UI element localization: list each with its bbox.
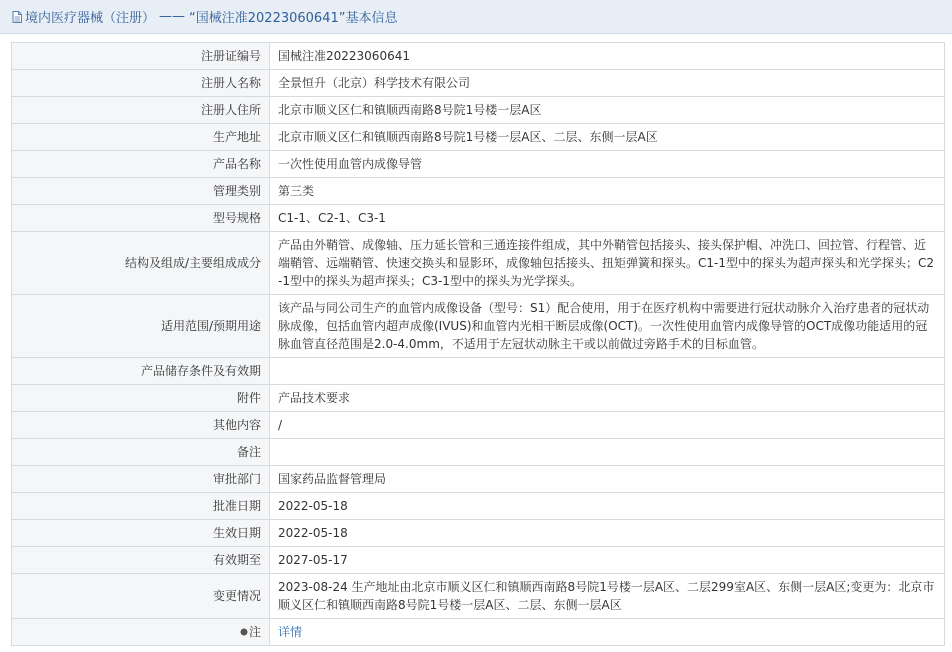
row-expiry-date [12, 547, 945, 574]
row-change-history [12, 574, 945, 619]
row-remarks [12, 439, 945, 466]
field-label: 型号规格 [12, 205, 270, 232]
field-label: 适用范围/预期用途 [12, 295, 270, 358]
field-value: 2022-05-18 [270, 493, 945, 520]
row-attachment [12, 385, 945, 412]
field-label: 产品储存条件及有效期 [12, 358, 270, 385]
field-label: 产品名称 [12, 151, 270, 178]
row-management-category [12, 178, 945, 205]
field-value: C1-1、C2-1、C3-1 [270, 205, 945, 232]
field-value: 国械注准20223060641 [270, 43, 945, 70]
field-value: 北京市顺义区仁和镇顺西南路8号院1号楼一层A区 [270, 97, 945, 124]
field-value [270, 358, 945, 385]
registration-title: “国械注准20223060641” [189, 11, 346, 26]
field-label: 审批部门 [12, 466, 270, 493]
registration-info-table [11, 42, 945, 646]
field-value [270, 439, 945, 466]
field-label: 有效期至 [12, 547, 270, 574]
note-label: 注 [248, 625, 261, 639]
details-link[interactable]: 详情 [278, 625, 303, 639]
field-value: 2027-05-17 [270, 547, 945, 574]
row-approval-department [12, 466, 945, 493]
row-storage-validity [12, 358, 945, 385]
field-label: 结构及组成/主要组成成分 [12, 232, 270, 295]
row-other-content [12, 412, 945, 439]
field-label: 生产地址 [12, 124, 270, 151]
field-value: 第三类 [270, 178, 945, 205]
row-effective-date [12, 520, 945, 547]
field-label: 管理类别 [12, 178, 270, 205]
row-approval-date [12, 493, 945, 520]
page-title-suffix: 基本信息 [345, 11, 398, 26]
note-label-cell [12, 619, 270, 646]
note-value-cell [270, 619, 945, 646]
field-value: 一次性使用血管内成像导管 [270, 151, 945, 178]
field-label: 生效日期 [12, 520, 270, 547]
field-label: 注册证编号 [12, 43, 270, 70]
document-icon [12, 11, 22, 23]
field-value: / [270, 412, 945, 439]
field-value: 北京市顺义区仁和镇顺西南路8号院1号楼一层A区、二层、东侧一层A区 [270, 124, 945, 151]
row-model-spec [12, 205, 945, 232]
field-value: 产品由外鞘管、成像轴、压力延长管和三通连接件组成，其中外鞘管包括接头、接头保护帽、冲洗口、回拉管、行程管、近端鞘管、远端鞘管、快速交换头和显影环，成像轴包括接头、扭矩弹簧和探头。C1-1型中的探头为超声探头和光学探头；C2-1型中的探头为超声探头；C3-1型中的探头为光学探头。 [270, 232, 945, 295]
row-production-address [12, 124, 945, 151]
row-intended-use [12, 295, 945, 358]
title-separator: —— [159, 9, 186, 24]
field-label: 批准日期 [12, 493, 270, 520]
field-label: 变更情况 [12, 574, 270, 619]
row-registrant-name [12, 70, 945, 97]
field-value: 该产品与同公司生产的血管内成像设备（型号：S1）配合使用，用于在医疗机构中需要进行冠状动脉介入治疗患者的冠状动脉成像，包括血管内超声成像(IVUS)和血管内光相干断层成像(OCT)。一次性使用血管内成像导管的OCT成像功能适用的冠脉血管直径范围是2.0-4.0mm，不适用于左冠状动脉主干或以前做过旁路手术的目标血管。 [270, 295, 945, 358]
breadcrumb-category[interactable]: 境内医疗器械（注册） [25, 11, 156, 26]
row-structure-composition [12, 232, 945, 295]
field-label: 注册人名称 [12, 70, 270, 97]
field-value: 2022-05-18 [270, 520, 945, 547]
pin-icon [240, 628, 248, 636]
field-value: 全景恒升（北京）科学技术有限公司 [270, 70, 945, 97]
field-label: 注册人住所 [12, 97, 270, 124]
field-label: 其他内容 [12, 412, 270, 439]
field-label: 备注 [12, 439, 270, 466]
row-registrant-address [12, 97, 945, 124]
field-value: 2023-08-24 生产地址由北京市顺义区仁和镇顺西南路8号院1号楼一层A区、二层299室A区、东侧一层A区;变更为：北京市顺义区仁和镇顺西南路8号院1号楼一层A区、二层、东侧一层A区 [270, 574, 945, 619]
field-value: 国家药品监督管理局 [270, 466, 945, 493]
row-registration-number [12, 43, 945, 70]
row-note [12, 619, 945, 646]
field-value: 产品技术要求 [270, 385, 945, 412]
row-product-name [12, 151, 945, 178]
page-header [0, 0, 952, 34]
field-label: 附件 [12, 385, 270, 412]
